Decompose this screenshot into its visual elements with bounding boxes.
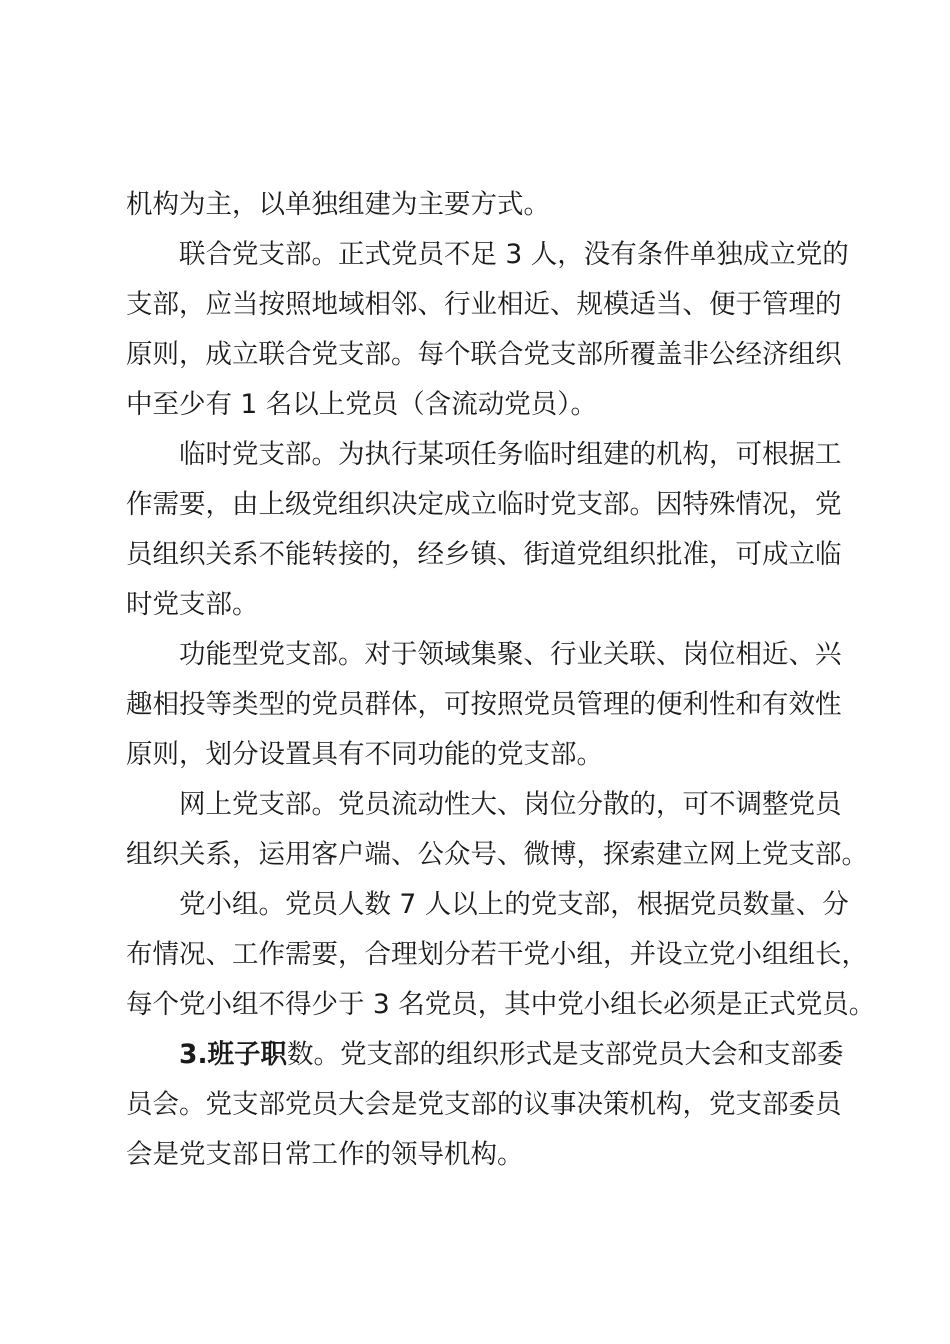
text-line: 网上党支部。党员流动性大、岗位分散的，可不调整党员 bbox=[179, 789, 842, 820]
text-line: 功能型党支部。对于领域集聚、行业关联、岗位相近、兴 bbox=[179, 639, 842, 670]
text-line: 员组织关系不能转接的，经乡镇、街道党组织批准，可成立临 bbox=[126, 539, 842, 570]
text-line: 员会。党支部党员大会是党支部的议事决策机构，党支部委员 bbox=[126, 1089, 842, 1120]
text-line: 机构为主，以单独组建为主要方式。 bbox=[126, 189, 550, 220]
text-line: 联合党支部。正式党员不足 3 人，没有条件单独成立党的 bbox=[179, 239, 849, 270]
text-run: 数。党支部的组织形式是支部党员大会和支部委 bbox=[287, 1039, 844, 1070]
text-line: 党小组。党员人数 7 人以上的党支部，根据党员数量、分 bbox=[179, 889, 849, 920]
paragraph-party-group bbox=[126, 880, 876, 1030]
document-body bbox=[126, 180, 876, 1180]
text-line: 趣相投等类型的党员群体，可按照党员管理的便利性和有效性 bbox=[126, 689, 842, 720]
text-line: 临时党支部。为执行某项任务临时组建的机构，可根据工 bbox=[179, 439, 842, 470]
text-line bbox=[126, 1030, 844, 1080]
text-line: 会是党支部日常工作的领导机构。 bbox=[126, 1139, 524, 1170]
paragraph-joint-branch bbox=[126, 230, 849, 430]
paragraph-team-duties bbox=[126, 1030, 844, 1180]
text-line: 原则，成立联合党支部。每个联合党支部所覆盖非公经济组织 bbox=[126, 339, 842, 370]
text-line: 时党支部。 bbox=[126, 589, 259, 620]
text-line: 布情况、工作需要，合理划分若干党小组，并设立党小组组长， bbox=[126, 939, 868, 970]
text-line: 支部，应当按照地域相邻、行业相近、规模适当、便于管理的 bbox=[126, 289, 842, 320]
text-line: 作需要，由上级党组织决定成立临时党支部。因特殊情况，党 bbox=[126, 489, 842, 520]
section-heading: 3.班子职 bbox=[179, 1039, 288, 1070]
text-line: 组织关系，运用客户端、公众号、微博，探索建立网上党支部。 bbox=[126, 839, 868, 870]
paragraph-temporary-branch bbox=[126, 430, 842, 630]
text-line: 原则，划分设置具有不同功能的党支部。 bbox=[126, 739, 603, 770]
text-line: 中至少有 1 名以上党员（含流动党员）。 bbox=[126, 389, 597, 420]
paragraph bbox=[126, 180, 831, 230]
paragraph-functional-branch bbox=[126, 630, 842, 780]
text-line: 每个党小组不得少于 3 名党员，其中党小组长必须是正式党员。 bbox=[126, 989, 876, 1020]
paragraph-online-branch bbox=[126, 780, 868, 880]
